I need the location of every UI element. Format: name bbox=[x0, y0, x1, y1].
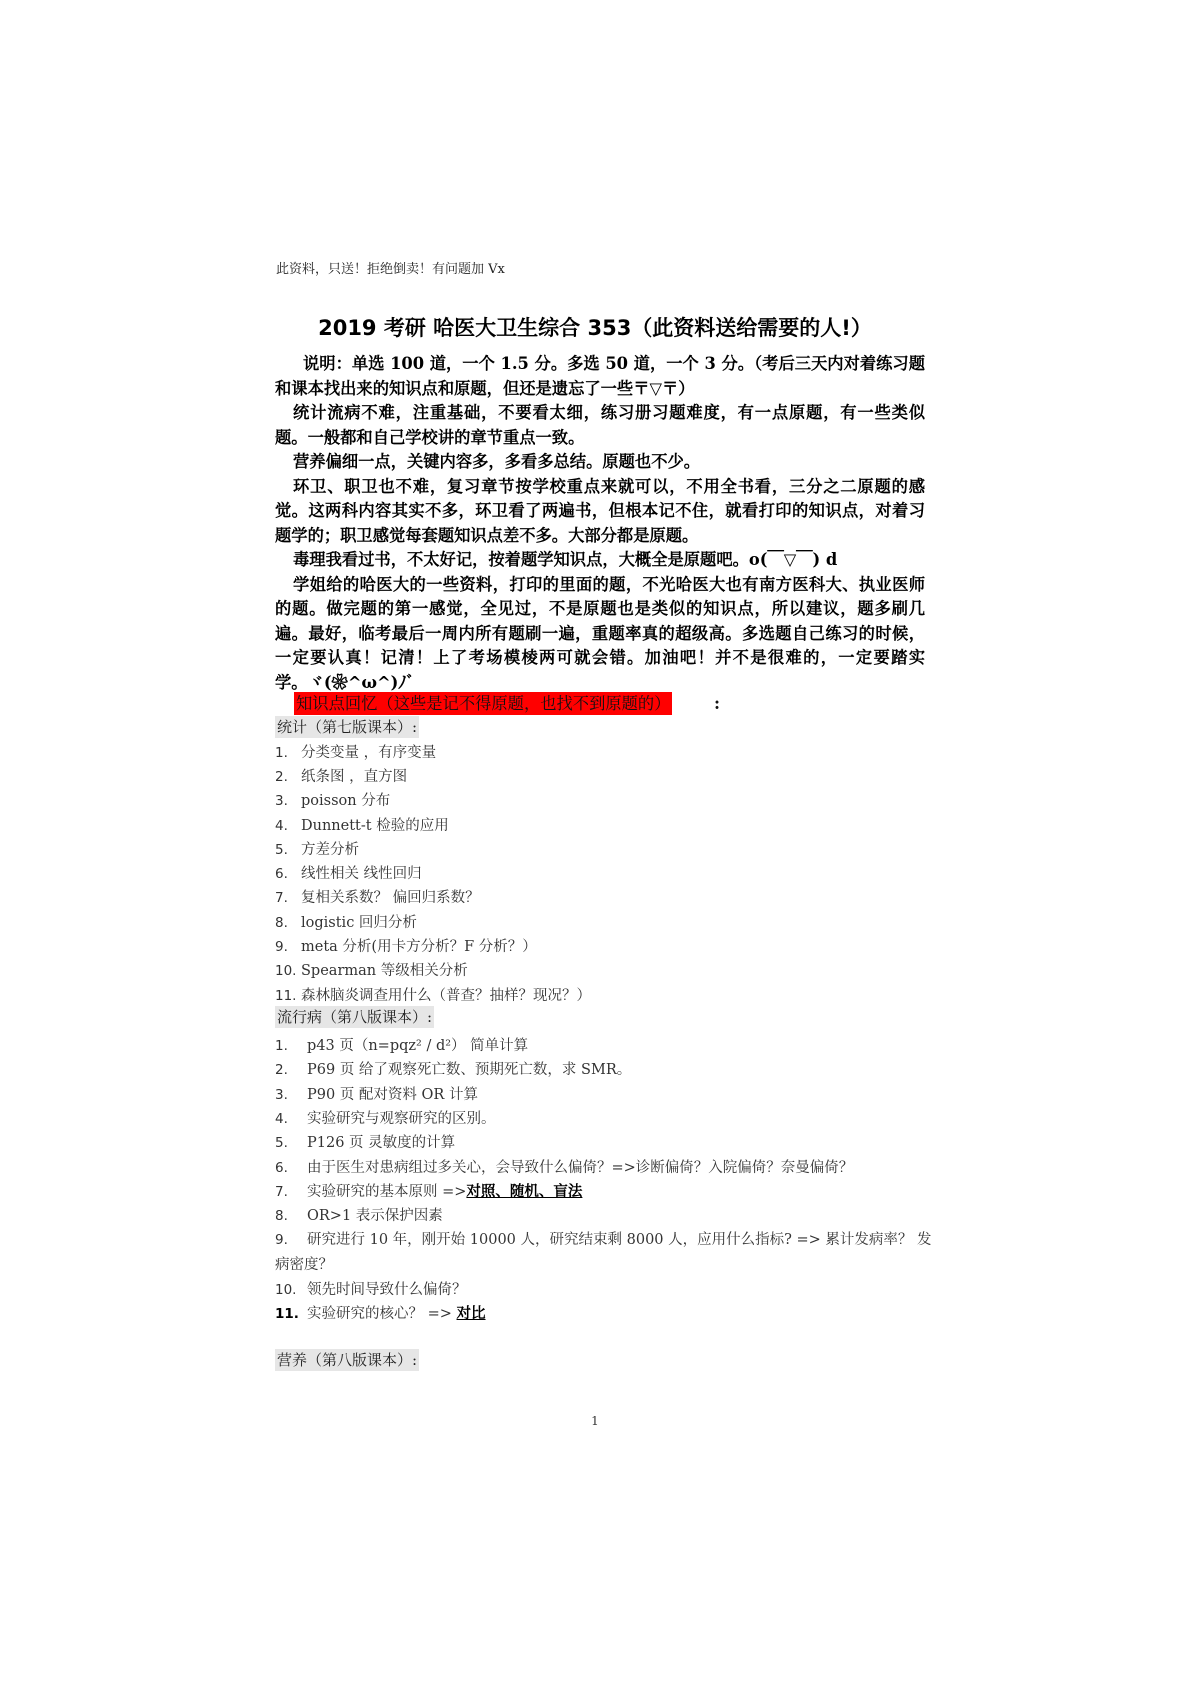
paragraph-stats-epi: 统计流病不难，注重基础，不要看太细，练习册习题难度，有一点原题，有一些类似题。一般都和自己学校讲的章节重点一致。 bbox=[275, 403, 925, 447]
item-text: poisson 分布 bbox=[301, 793, 391, 809]
document-title: 2019 考研 哈医大卫生综合 353（此资料送给需要的人!） bbox=[318, 316, 872, 340]
item-number: 3. bbox=[275, 793, 288, 809]
item-text: P69 页 给了观察死亡数、预期死亡数，求 SMR。 bbox=[307, 1062, 632, 1078]
item-text: OR>1 表示保护因素 bbox=[307, 1208, 443, 1224]
item-number: 9. bbox=[275, 939, 288, 955]
item-number: 7. bbox=[275, 1184, 288, 1200]
item-number: 5. bbox=[275, 1135, 288, 1151]
item-number: 1. bbox=[275, 745, 288, 761]
list-item bbox=[275, 741, 935, 762]
item-text: 分类变量 ，有序变量 bbox=[301, 745, 437, 761]
item-text: 实验研究与观察研究的区别。 bbox=[307, 1111, 496, 1127]
list-item bbox=[275, 984, 935, 1005]
stats-heading-text: 统计（第七版课本） bbox=[277, 718, 413, 736]
list-item bbox=[275, 862, 935, 883]
item-number: 11. bbox=[275, 988, 297, 1004]
list-item bbox=[275, 1083, 935, 1104]
paragraph-nutrition: 营养偏细一点，关键内容多，多看多总结。原题也不少。 bbox=[293, 452, 701, 471]
item-text: 纸条图 ，直方图 bbox=[301, 769, 408, 785]
item-text: 领先时间导致什么偏倚？ bbox=[307, 1282, 467, 1298]
list-item bbox=[275, 886, 935, 907]
section-heading-stats bbox=[275, 716, 419, 738]
list-item bbox=[275, 1204, 935, 1225]
item-number: 9. bbox=[275, 1232, 288, 1248]
item-answer: 对照、随机、盲法 bbox=[466, 1183, 583, 1200]
list-item bbox=[275, 1131, 935, 1152]
item-text: P126 页 灵敏度的计算 bbox=[307, 1135, 456, 1151]
item-text: meta 分析(用卡方分析？F 分析？） bbox=[301, 939, 537, 955]
item-number: 1. bbox=[275, 1038, 288, 1054]
list-item bbox=[275, 765, 935, 786]
item-text: P90 页 配对资料 OR 计算 bbox=[307, 1087, 478, 1103]
header-note: 此资料，只送！拒绝倒卖！有问题加 Vx bbox=[276, 262, 505, 277]
item-text: 森林脑炎调查用什么（普查？抽样？现况？） bbox=[301, 988, 591, 1004]
item-number: 6. bbox=[275, 866, 288, 882]
nutrition-heading-text: 营养（第八版课本） bbox=[277, 1351, 413, 1369]
section-heading-nutrition bbox=[275, 1349, 419, 1371]
item-number: 5. bbox=[275, 842, 288, 858]
list-item bbox=[275, 1180, 935, 1201]
item-text: p43 页（n=pqz² / d²） 简单计算 bbox=[307, 1038, 529, 1054]
stats-heading-colon: : bbox=[412, 718, 418, 736]
item-text: 线性相关 线性回归 bbox=[301, 866, 422, 882]
list-item bbox=[275, 911, 935, 932]
item-number: 10. bbox=[275, 1282, 297, 1298]
item-number: 2. bbox=[275, 1062, 288, 1078]
item-text: 由于医生对患病组过多关心，会导致什么偏倚？=>诊断偏倚？入院偏倚？奈曼偏倚？ bbox=[307, 1160, 854, 1176]
item-text: Spearman 等级相关分析 bbox=[301, 963, 468, 979]
list-item bbox=[275, 935, 935, 956]
item-number: 6. bbox=[275, 1160, 288, 1176]
list-item bbox=[275, 959, 935, 980]
paragraph-advice: 学姐给的哈医大的一些资料，打印的里面的题，不光哈医大也有南方医科大、执业医师的题。做完题的第一感觉，全见过，不是原题也是类似的知识点，所以建议，题多刷几遍。最好，临考最后一周内所有题刷一遍，重题率真的超级高。多选题自己练习的时候，一定要认真！记清！上了考场模棱两可就会错。加油吧！并不是很难的，一定要踏实学。ヾ(❀^ω^)ﾉﾞ bbox=[275, 574, 925, 692]
item-text: 实验研究的基本原则 => bbox=[307, 1184, 467, 1200]
item-number: 11. bbox=[275, 1306, 299, 1322]
section-heading-epidemiology bbox=[275, 1006, 434, 1028]
list-item bbox=[275, 1228, 935, 1278]
nutrition-heading-colon: : bbox=[412, 1351, 418, 1369]
item-number: 7. bbox=[275, 890, 288, 906]
list-item bbox=[275, 838, 935, 859]
list-item bbox=[275, 1058, 935, 1079]
list-item bbox=[275, 814, 935, 835]
list-item bbox=[275, 1302, 935, 1323]
paragraph-env-occupational: 环卫、职卫也不难，复习章节按学校重点来就可以，不用全书看，三分之二原题的感觉。这两科内容其实不多，环卫看了两遍书，但根本记不住，就看打印的知识点，对着习题学的；职卫感觉每套题知识点差不多。大部分都是原题。 bbox=[275, 476, 925, 545]
item-number: 3. bbox=[275, 1087, 288, 1103]
list-item bbox=[275, 1107, 935, 1128]
page-number: 1 bbox=[591, 1414, 599, 1428]
highlight-colon: : bbox=[714, 694, 721, 713]
item-text: Dunnett-t 检验的应用 bbox=[301, 818, 449, 834]
paragraph-instructions: 说明：单选 100 道，一个 1.5 分。多选 50 道，一个 3 分。（考后三天内对着练习题和课本找出来的知识点和原题，但还是遗忘了一些〒▽〒） bbox=[275, 354, 925, 398]
list-item bbox=[275, 1034, 935, 1055]
item-number: 8. bbox=[275, 1208, 288, 1224]
item-number: 4. bbox=[275, 1111, 288, 1127]
highlight-heading: 知识点回忆（这些是记不得原题，也找不到原题的） bbox=[296, 694, 671, 713]
list-item bbox=[275, 1156, 935, 1177]
item-text: 复相关系数？ 偏回归系数？ bbox=[301, 890, 480, 906]
item-number: 10. bbox=[275, 963, 297, 979]
item-number: 4. bbox=[275, 818, 288, 834]
epi-heading-colon: : bbox=[427, 1008, 433, 1026]
item-text: 实验研究的核心？ => bbox=[307, 1306, 457, 1322]
item-answer: 对比 bbox=[456, 1305, 486, 1322]
item-text: 方差分析 bbox=[301, 842, 359, 858]
item-number: 8. bbox=[275, 915, 288, 931]
intro-body bbox=[275, 352, 925, 695]
list-item bbox=[275, 1278, 935, 1299]
item-text: 研究进行 10 年，刚开始 10000 人，研究结束剩 8000 人，应用什么指标? => 累计发病率？ 发病密度？ bbox=[275, 1232, 932, 1273]
item-number: 2. bbox=[275, 769, 288, 785]
item-text: logistic 回归分析 bbox=[301, 915, 417, 931]
list-item bbox=[275, 789, 935, 810]
epi-heading-text: 流行病（第八版课本） bbox=[277, 1008, 428, 1026]
paragraph-toxicology: 毒理我看过书，不太好记，按着题学知识点，大概全是原题吧。o(￣▽￣) d bbox=[293, 550, 838, 569]
